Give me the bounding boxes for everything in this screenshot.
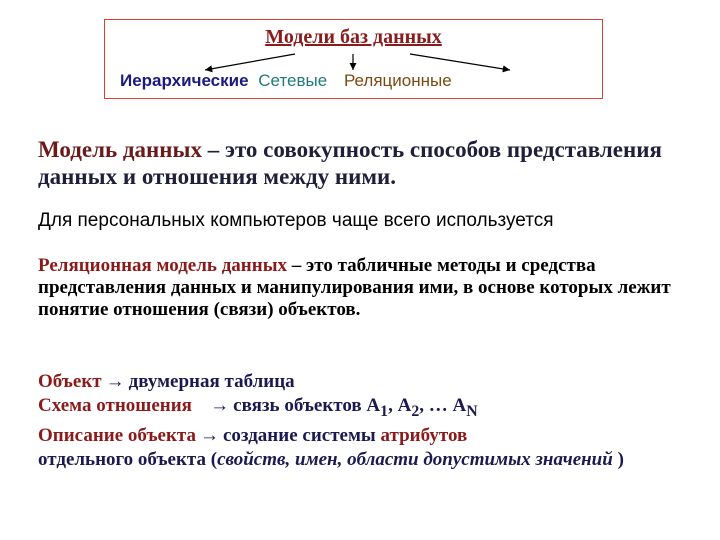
description-label: Описание объекта [38,424,196,446]
schema-value: связь объектов $А_1$, $А_2$, … $А_N$ [233,395,478,420]
definition-text: – это совокупность способов представления данных и отношения между ними. [38,137,662,189]
type-hierarchical: Иерархические [120,71,249,90]
mapping-lines [38,370,698,472]
usage-line: Для персональных компьютеров чаще всего используется [38,210,554,231]
database-models-box [104,19,603,99]
schema-label: Схема отношения [38,395,192,416]
continued-b: свойств, имен, области допустимых значений [217,448,613,470]
type-network: Сетевые [258,71,328,90]
object-value: двумерная таблица [128,371,295,392]
box-title: Модели баз данных [265,26,442,48]
definition-term: Модель данных [38,137,202,162]
object-label: Объект [38,371,102,392]
type-relational: Реляционные [343,71,452,90]
continued-c: ) [612,448,624,470]
description-value-b: атрибутов [380,424,468,446]
continued-a: отдельного объекта ( [38,448,218,470]
description-value-a: создание системы [222,424,381,446]
mapping-line-2 [38,394,698,424]
mapping-line-3 [38,424,698,448]
arrow-to-hierarchical [205,54,295,70]
relational-term: Реляционная модель данных [38,255,288,276]
right-arrow-icon: → [105,371,125,392]
mapping-line-3-continued [38,448,698,472]
data-model-definition [38,136,698,190]
mapping-line-1 [38,370,698,394]
right-arrow-icon: → [210,395,230,416]
right-arrow-icon: → [199,424,219,446]
model-types [120,71,452,91]
arrow-to-relational [410,54,510,70]
relational-text: – это табличные методы и средства представления данных и манипулирования ими, в основе которых лежит понятие отношения (связи) объектов. [38,255,671,320]
relational-definition [38,255,688,321]
